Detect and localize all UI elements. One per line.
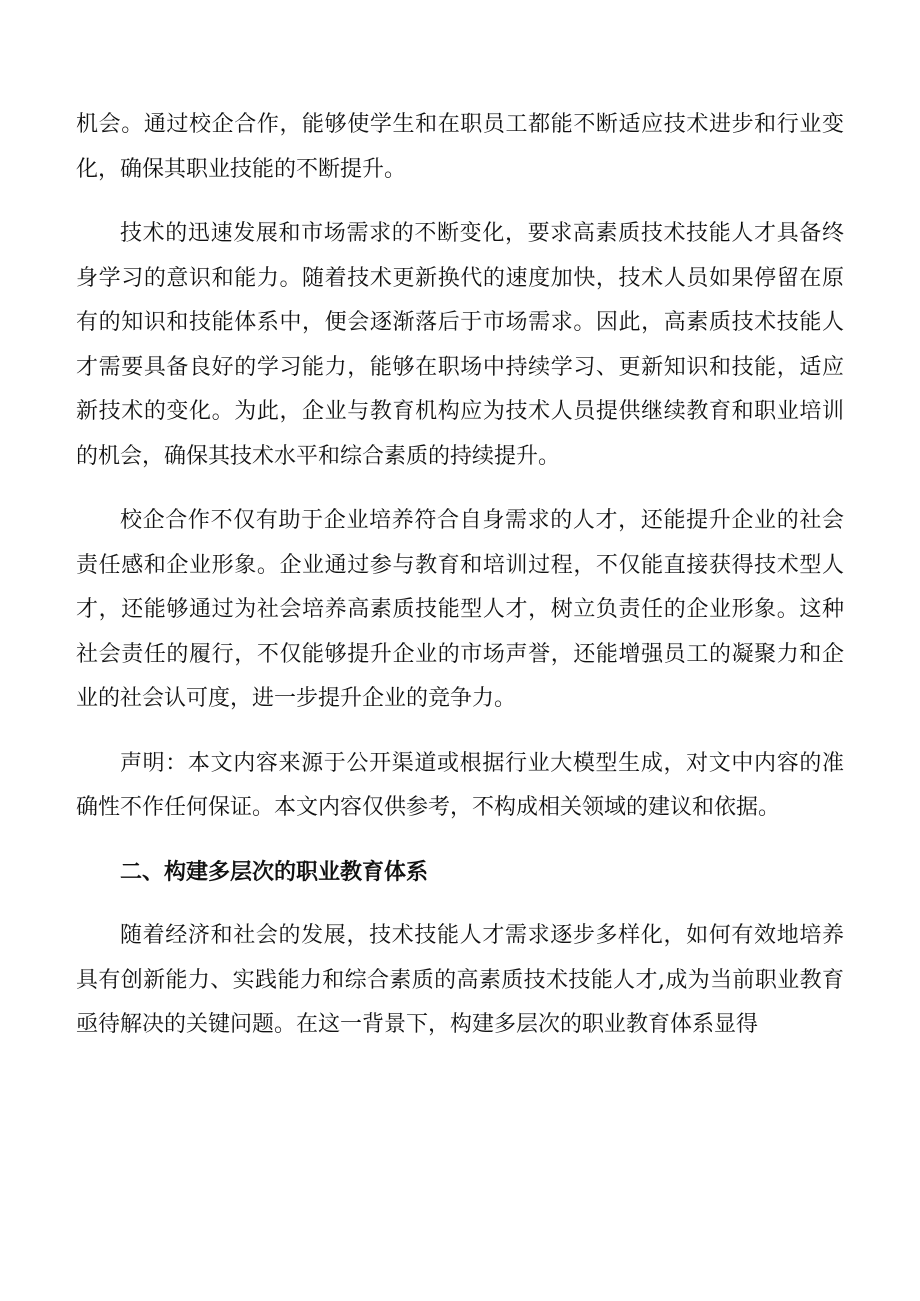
section-heading: 二、构建多层次的职业教育体系 (120, 859, 429, 885)
paragraph-disclaimer: 声明：本文内容来源于公开渠道或根据行业大模型生成，对文中内容的准确性不作任何保证。本文内容仅供参考，不构成相关领域的建议和依据。 (76, 750, 844, 820)
paragraph-multilevel-education: 随着经济和社会的发展，技术技能人才需求逐步多样化，如何有效地培养具有创新能力、实践能力和综合素质的高素质技术技能人才,成为当前职业教育亟待解决的关键问题。在这一背景下，构建多层次的职业教育体系显得 (76, 923, 844, 1037)
paragraph-continuation: 机会。通过校企合作，能够使学生和在职员工都能不断适应技术进步和行业变化，确保其职业技能的不断提升。 (76, 112, 844, 182)
paragraph-lifelong-learning: 技术的迅速发展和市场需求的不断变化，要求高素质技术技能人才具备终身学习的意识和能力。随着技术更新换代的速度加快，技术人员如果停留在原有的知识和技能体系中，便会逐渐落后于市场需求。因此，高素质技术技能人才需要具备良好的学习能力，能够在职场中持续学习、更新知识和技能，适应新技术的变化。为此，企业与教育机构应为技术人员提供继续教育和职业培训的机会，确保其技术水平和综合素质的持续提升。 (76, 221, 844, 469)
paragraph-social-responsibility: 校企合作不仅有助于企业培养符合自身需求的人才，还能提升企业的社会责任感和企业形象。企业通过参与教育和培训过程，不仅能直接获得技术型人才，还能够通过为社会培养高素质技能型人才，树立负责任的企业形象。这种社会责任的履行，不仅能够提升企业的市场声誉，还能增强员工的凝聚力和企业的社会认可度，进一步提升企业的竞争力。 (76, 508, 844, 711)
document-page (76, 103, 844, 1068)
